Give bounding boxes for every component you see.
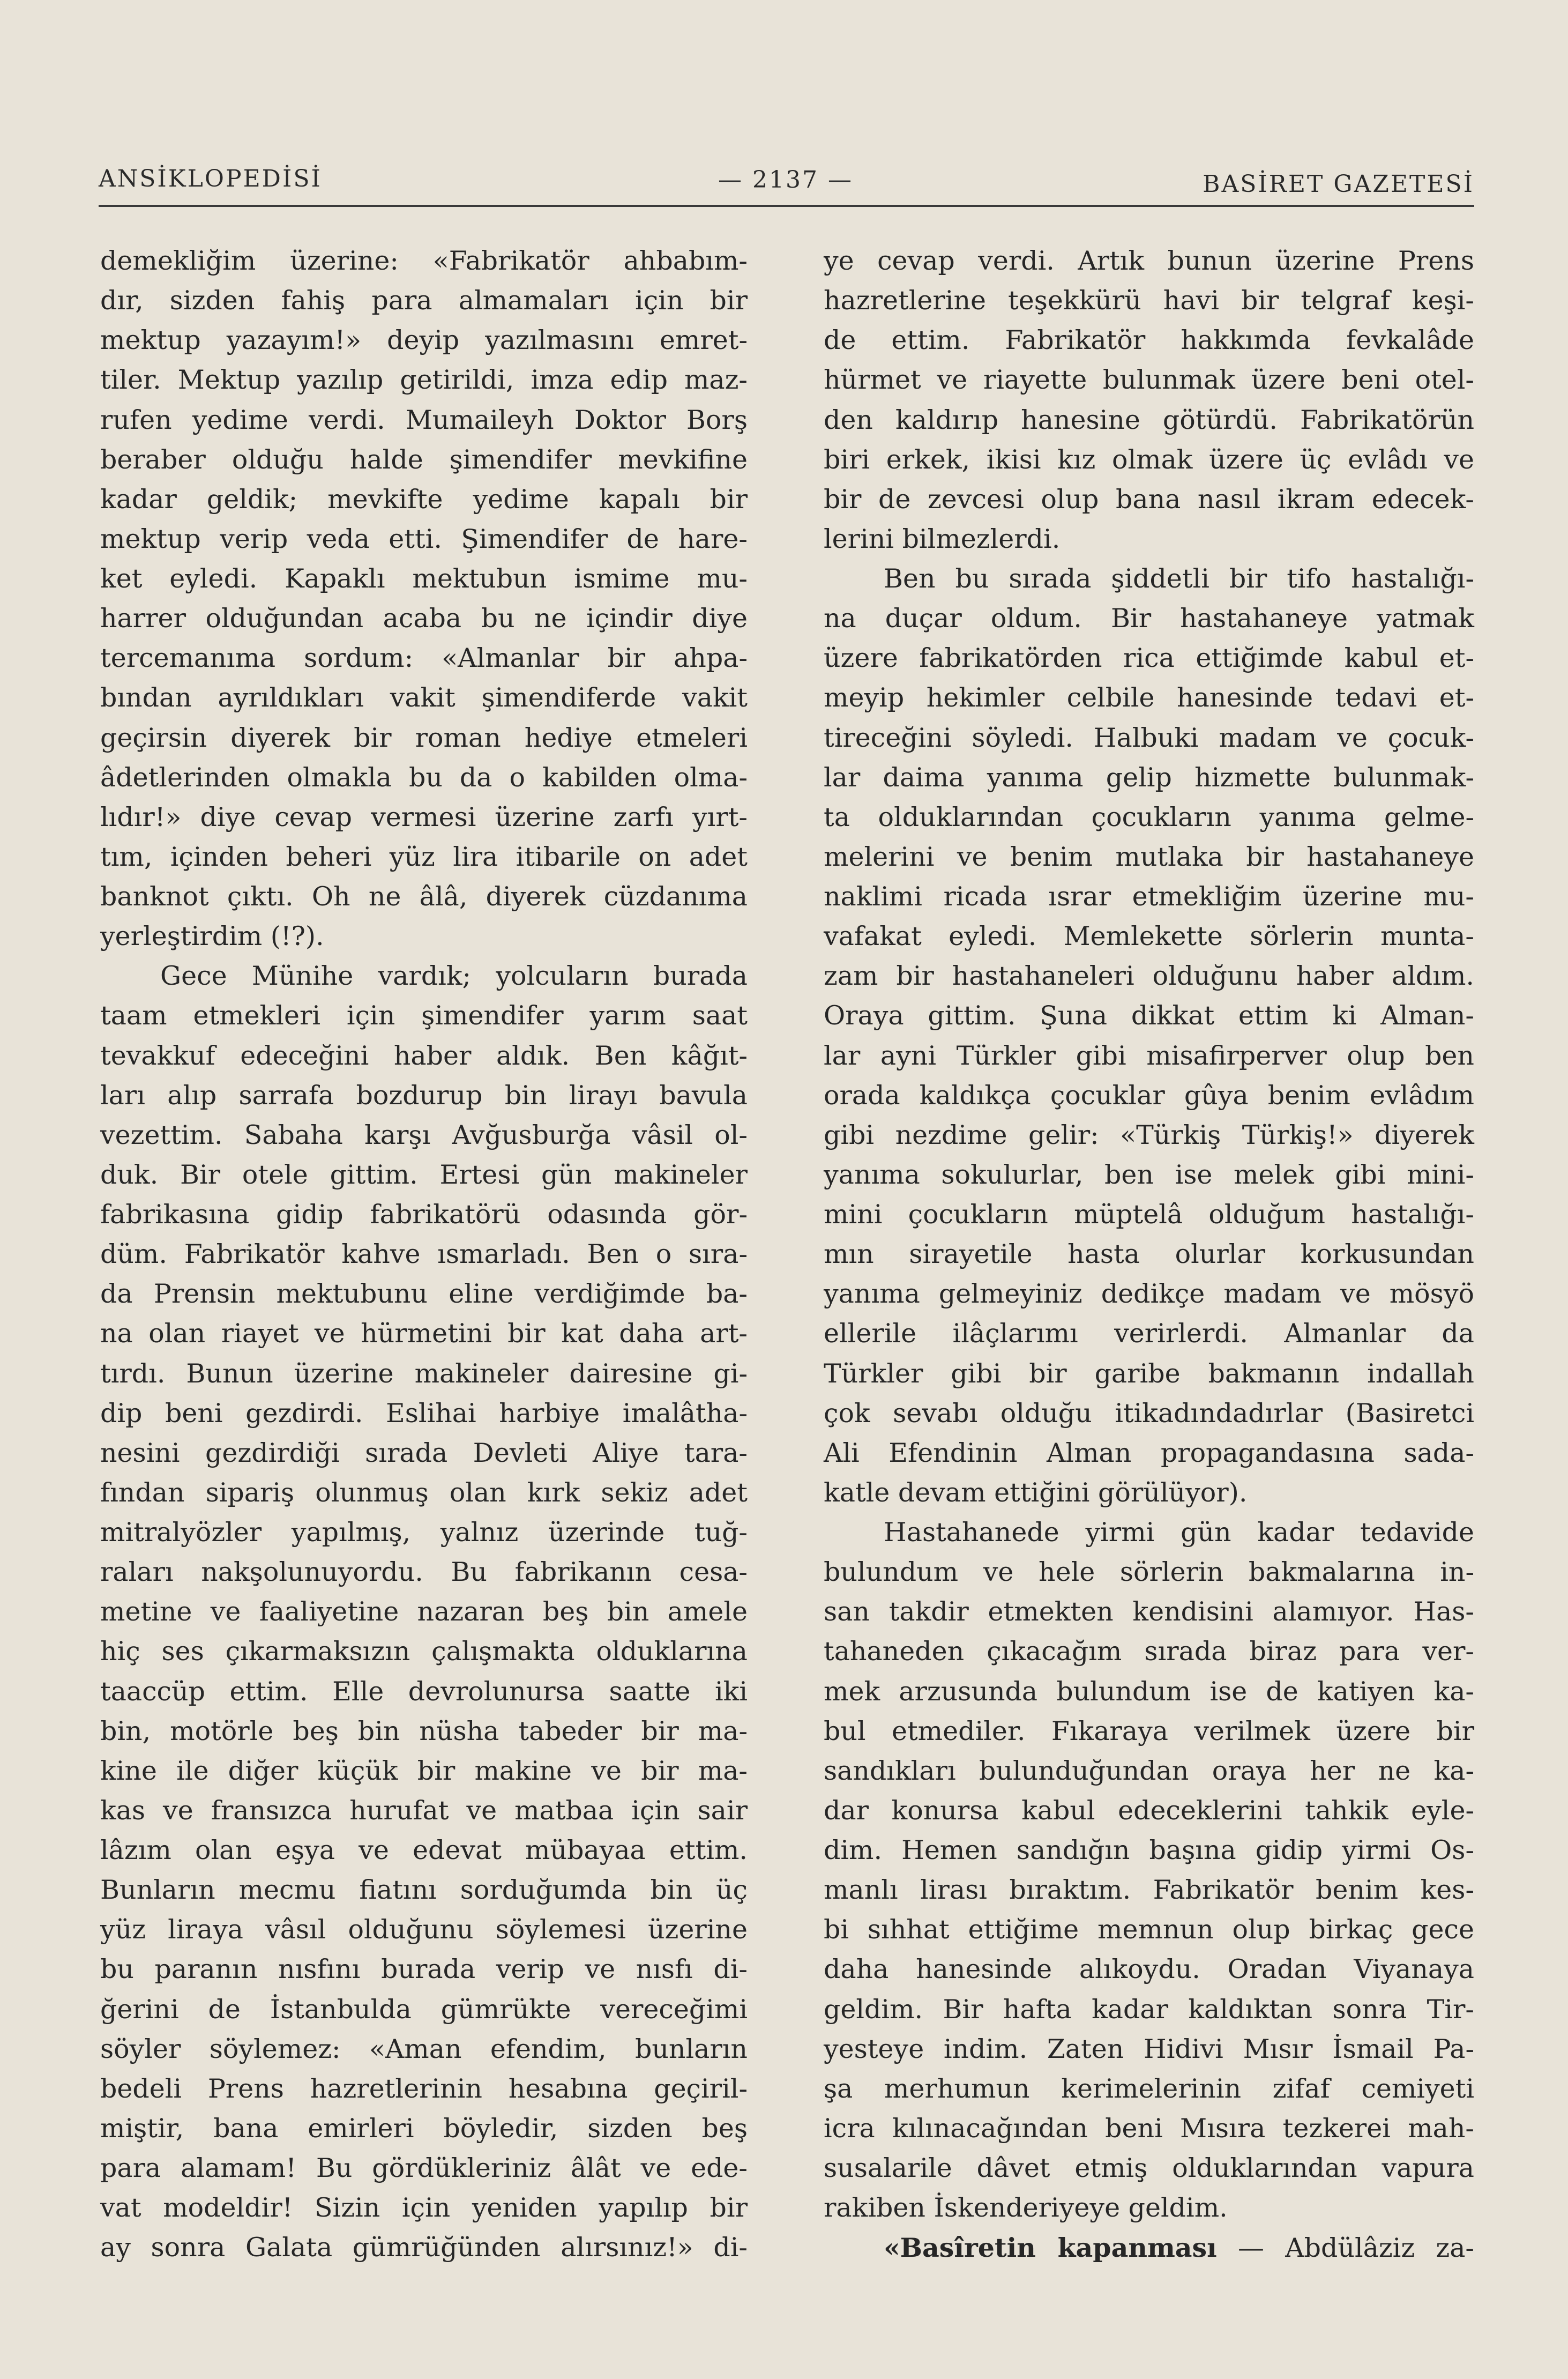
- section-heading: «Basîretin kapanması: [884, 2232, 1217, 2264]
- text-line: manlı lirası bıraktım. Fabrikatör benim kes-: [824, 1875, 1474, 1906]
- text-line: lar daima yanıma gelip hizmette bulunmak-: [824, 762, 1474, 793]
- paragraph: [100, 956, 748, 2268]
- text-line: bi sıhhat ettiğime memnun olup birkaç gece: [824, 1914, 1474, 1945]
- text-line: de ettim. Fabrikatör hakkımda fevkalâde: [824, 325, 1474, 356]
- text-line: geldim. Bir hafta kadar kaldıktan sonra Tir-: [824, 1994, 1474, 2025]
- text-line: ellerile ilâçlarımı verirlerdi. Almanlar da: [824, 1318, 1474, 1349]
- text-line: bu paranın nısfını burada verip ve nısfı di-: [100, 1954, 748, 1985]
- text-line: katle devam ettiğini görülüyor).: [824, 1477, 1248, 1508]
- text-line: tiler. Mektup yazılıp getirildi, imza edip maz-: [100, 365, 748, 396]
- text-line: meyip hekimler celbile hanesinde tedavi et-: [824, 682, 1474, 713]
- text-line: duk. Bir otele gittim. Ertesi gün makineler: [100, 1159, 748, 1190]
- running-head-left: ANSİKLOPEDİSİ: [99, 165, 322, 192]
- text-line: söyler söylemez: «Aman efendim, bunların: [100, 2033, 748, 2064]
- text-line: kine ile diğer küçük bir makine ve bir ma-: [100, 1755, 748, 1786]
- text-line: yesteye indim. Zaten Hidivi Mısır İsmail Pa-: [824, 2033, 1474, 2064]
- text-line: biri erkek, ikisi kız olmak üzere üç evlâdı ve: [824, 444, 1474, 475]
- paragraph: [824, 241, 1474, 559]
- text-line: yerleştirdim (!?).: [100, 921, 324, 952]
- text-line: Hastahanede yirmi gün kadar tedavide: [884, 1517, 1474, 1548]
- text-line: lâzım olan eşya ve edevat mübayaa ettim.: [100, 1835, 748, 1865]
- text-line: lerini bilmezlerdi.: [824, 523, 1061, 554]
- text-line: mın sirayetile hasta olurlar korkusundan: [824, 1239, 1474, 1270]
- text-line: Türkler gibi bir garibe bakmanın indallah: [824, 1358, 1474, 1389]
- text-line: para alamam! Bu gördükleriniz âlât ve ede-: [100, 2153, 748, 2183]
- text-line: dır, sizden fahiş para almamaları için bir: [100, 285, 748, 316]
- text-line: zam bir hastahaneleri olduğunu haber aldım.: [824, 961, 1474, 992]
- text-line: Oraya gittim. Şuna dikkat ettim ki Alman-: [824, 1000, 1474, 1031]
- text-line: vezettim. Sabaha karşı Avğusburğa vâsil ol-: [100, 1119, 748, 1150]
- text-line: dim. Hemen sandığın başına gidip yirmi Os-: [824, 1835, 1474, 1865]
- text-line: icra kılınacağından beni Mısıra tezkerei mah-: [824, 2113, 1474, 2144]
- text-line: rufen yedime verdi. Mumaileyh Doktor Borş: [100, 404, 748, 435]
- text-line: melerini ve benim mutlaka bir hastahaneye: [824, 841, 1474, 872]
- text-line: na olan riayet ve hürmetini bir kat daha art-: [100, 1318, 748, 1349]
- text-line: bin, motörle beş bin nüsha tabeder bir ma-: [100, 1715, 748, 1746]
- text-line: Ali Efendinin Alman propagandasına sada-: [824, 1437, 1474, 1468]
- text-line: üzere fabrikatörden rica ettiğimde kabul et-: [824, 643, 1474, 674]
- text-line: tireceğini söyledi. Halbuki madam ve çocuk-: [824, 722, 1474, 753]
- text-line: tahaneden çıkacağım sırada biraz para ver-: [824, 1636, 1474, 1667]
- text-line: yüz liraya vâsıl olduğunu söylemesi üzerine: [100, 1914, 748, 1945]
- text-line: yanıma gelmeyiniz dedikçe madam ve mösyö: [824, 1278, 1474, 1310]
- text-line: sandıkları bulunduğundan oraya her ne ka-: [824, 1755, 1474, 1786]
- right-column: [824, 241, 1474, 2268]
- text-line: tercemanıma sordum: «Almanlar bir ahpa-: [100, 643, 748, 674]
- text-line: orada kaldıkça çocuklar gûya benim evlâdım: [824, 1080, 1474, 1111]
- text-line: hürmet ve riayette bulunmak üzere beni otel-: [824, 365, 1474, 396]
- running-head-right: BASİRET GAZETESİ: [1203, 170, 1474, 198]
- text-line: susalarile dâvet etmiş olduklarından vapura: [824, 2153, 1474, 2183]
- text-line: dar konursa kabul edeceklerini tahkik eyle-: [824, 1795, 1474, 1826]
- text-line: mektup verip veda etti. Şimendifer de hare-: [100, 523, 748, 554]
- paragraph: [824, 2228, 1474, 2268]
- text-line: miştir, bana emirleri böyledir, sizden beş: [100, 2113, 748, 2144]
- text-line: tım, içinden beheri yüz lira itibarile on adet: [100, 841, 748, 872]
- text-line: kas ve fransızca hurufat ve matbaa için sair: [100, 1795, 748, 1826]
- text-line: ay sonra Galata gümrüğünden alırsınız!» di-: [100, 2232, 748, 2263]
- text-line: Bunların mecmu fiatını sorduğumda bin üç: [100, 1875, 748, 1906]
- text-run: — Abdülâziz za-: [1238, 2233, 1474, 2264]
- text-line: fından sipariş olunmuş olan kırk sekiz adet: [100, 1477, 748, 1508]
- text-line: düm. Fabrikatör kahve ısmarladı. Ben o sıra-: [100, 1239, 748, 1270]
- text-line: taaccüp ettim. Elle devrolunursa saatte iki: [100, 1676, 748, 1707]
- text-line: ta olduklarından çocukların yanıma gelme-: [824, 801, 1474, 832]
- text-line: den kaldırıp hanesine götürdü. Fabrikatörün: [824, 404, 1474, 435]
- text-line: mektup yazayım!» deyip yazılmasını emret-: [100, 325, 748, 356]
- text-line: nesini gezdirdiği sırada Devleti Aliye tara-: [100, 1437, 748, 1468]
- text-line: ket eyledi. Kapaklı mektubun ismime mu-: [100, 563, 748, 594]
- text-line: mek arzusunda bulundum ise de katiyen ka-: [824, 1676, 1474, 1707]
- text-line: bulundum ve hele sörlerin bakmalarına in-: [824, 1557, 1474, 1588]
- text-line: âdetlerinden olmakla bu da o kabilden olma-: [100, 762, 748, 793]
- text-line: mitralyözler yapılmış, yalnız üzerinde tuğ-: [100, 1517, 748, 1548]
- text-line: bir de zevcesi olup bana nasıl ikram edecek-: [824, 484, 1474, 515]
- text-line: bul etmediler. Fıkaraya verilmek üzere bir: [824, 1715, 1474, 1746]
- text-line: bedeli Prens hazretlerinin hesabına geçiril-: [100, 2073, 748, 2104]
- text-line: taam etmekleri için şimendifer yarım saat: [100, 1000, 748, 1031]
- text-line: Gece Münihe vardık; yolcuların burada: [160, 961, 748, 992]
- text-line: raları nakşolunuyordu. Bu fabrikanın cesa-: [100, 1557, 748, 1588]
- text-line: tevakkuf edeceğini haber aldık. Ben kâğıt-: [100, 1040, 748, 1071]
- text-line: bından ayrıldıkları vakit şimendiferde vakit: [100, 682, 748, 713]
- text-line: hazretlerine teşekkürü havi bir telgraf keşi-: [824, 285, 1474, 316]
- text-line: fabrikasına gidip fabrikatörü odasında gör-: [100, 1199, 748, 1230]
- text-line: lar ayni Türkler gibi misafirperver olup ben: [824, 1040, 1474, 1071]
- paragraph: [100, 241, 748, 956]
- text-line: [824, 2228, 1474, 2268]
- text-line: naklimi ricada ısrar etmekliğim üzerine mu-: [824, 881, 1474, 912]
- text-line: metine ve faaliyetine nazaran beş bin amele: [100, 1596, 748, 1627]
- text-line: geçirsin diyerek bir roman hediye etmeleri: [100, 722, 748, 753]
- text-line: çok sevabı olduğu itikadındadırlar (Basiretci: [824, 1397, 1474, 1429]
- text-line: rakiben İskenderiyeye geldim.: [824, 2192, 1228, 2224]
- paragraph: [824, 559, 1474, 1513]
- page-number: — 2137 —: [718, 166, 853, 194]
- text-line: na duçar oldum. Bir hastahaneye yatmak: [824, 603, 1474, 634]
- text-line: vafakat eyledi. Memlekette sörlerin munta-: [824, 921, 1474, 952]
- text-line: lıdır!» diye cevap vermesi üzerine zarfı yırt-: [100, 801, 748, 832]
- left-column: [100, 241, 748, 2268]
- text-line: dip beni gezdirdi. Eslihai harbiye imalâtha-: [100, 1397, 748, 1429]
- text-line: vat modeldir! Sizin için yeniden yapılıp bir: [100, 2192, 748, 2224]
- text-line: harrer olduğundan acaba bu ne içindir diye: [100, 603, 748, 634]
- text-line: san takdir etmekten kendisini alamıyor. Has-: [824, 1596, 1474, 1627]
- text-line: hiç ses çıkarmaksızın çalışmakta olduklarına: [100, 1636, 748, 1667]
- text-line: Ben bu sırada şiddetli bir tifo hastalığı-: [884, 563, 1474, 594]
- text-line: yanıma sokulurlar, ben ise melek gibi mini-: [824, 1159, 1474, 1190]
- text-line: ları alıp sarrafa bozdurup bin lirayı bavula: [100, 1080, 748, 1111]
- text-line: şa merhumun kerimelerinin zifaf cemiyeti: [824, 2073, 1474, 2104]
- text-line: mini çocukların müptelâ olduğum hastalığı-: [824, 1199, 1474, 1230]
- text-line: gibi nezdime gelir: «Türkiş Türkiş!» diyerek: [824, 1119, 1474, 1150]
- text-line: ğerini de İstanbulda gümrükte vereceğimi: [100, 1994, 748, 2025]
- text-line: da Prensin mektubunu eline verdiğimde ba-: [100, 1278, 748, 1310]
- text-line: daha hanesinde alıkoydu. Oradan Viyanaya: [824, 1954, 1474, 1985]
- text-line: ye cevap verdi. Artık bunun üzerine Prens: [824, 246, 1474, 276]
- text-line: beraber olduğu halde şimendifer mevkifine: [100, 444, 748, 475]
- text-line: demekliğim üzerine: «Fabrikatör ahbabım-: [100, 246, 748, 276]
- text-line: tırdı. Bunun üzerine makineler dairesine gi-: [100, 1358, 748, 1389]
- text-line: kadar geldik; mevkifte yedime kapalı bir: [100, 484, 748, 515]
- paragraph: [824, 1513, 1474, 2228]
- text-line: banknot çıktı. Oh ne âlâ, diyerek cüzdanıma: [100, 881, 748, 912]
- header-rule: [99, 205, 1474, 207]
